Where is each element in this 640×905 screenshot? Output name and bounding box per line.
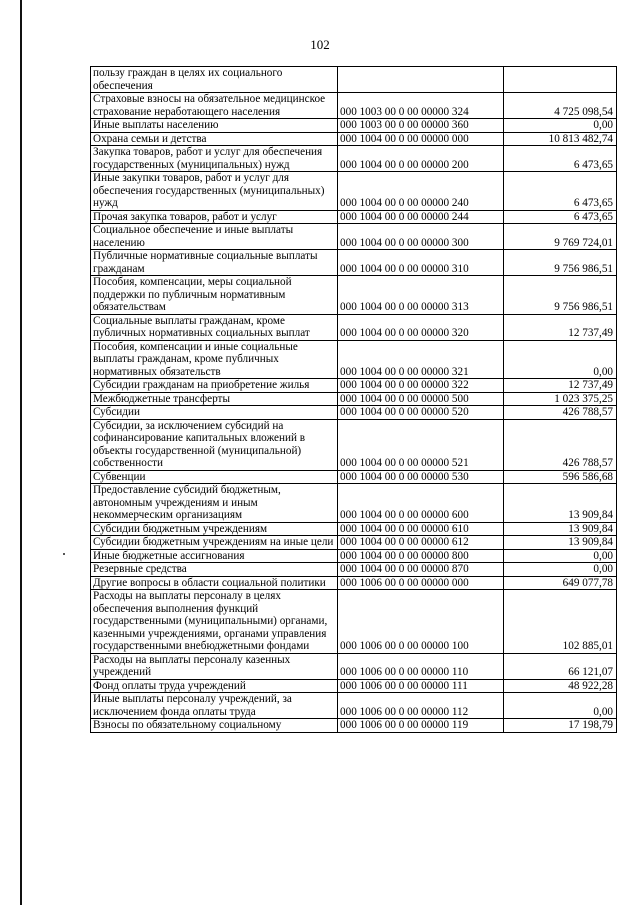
row-name-cell: Социальное обеспечение и иные выплаты населению [91, 224, 338, 250]
row-name-cell: Фонд оплаты труда учреждений [91, 679, 338, 693]
table-row [91, 679, 617, 693]
row-code-cell: 000 1004 00 0 00 00000 240 [338, 172, 504, 211]
row-code-cell: 000 1004 00 0 00 00000 310 [338, 250, 504, 276]
row-code-cell: 000 1004 00 0 00 00000 322 [338, 379, 504, 393]
row-code-cell: 000 1004 00 0 00 00000 610 [338, 522, 504, 536]
row-name-cell: Пособия, компенсации и иные социальные выплаты гражданам, кроме публичных нормативных обязательств [91, 340, 338, 379]
table-row [91, 522, 617, 536]
row-amount-cell: 12 737,49 [504, 314, 617, 340]
row-code-cell: 000 1006 00 0 00 00000 119 [338, 719, 504, 733]
table-row [91, 484, 617, 523]
row-amount-cell: 9 756 986,51 [504, 276, 617, 315]
row-code-cell: 000 1004 00 0 00 00000 244 [338, 210, 504, 224]
row-name-cell: Иные выплаты населению [91, 119, 338, 133]
row-code-cell [338, 67, 504, 93]
table-row [91, 314, 617, 340]
row-name-cell: Иные выплаты персоналу учреждений, за исключением фонда оплаты труда [91, 693, 338, 719]
row-amount-cell: 17 198,79 [504, 719, 617, 733]
row-amount-cell: 102 885,01 [504, 590, 617, 654]
row-amount-cell: 1 023 375,25 [504, 392, 617, 406]
row-name-cell: Субвенции [91, 470, 338, 484]
table-row [91, 590, 617, 654]
table-row [91, 536, 617, 550]
table-row [91, 549, 617, 563]
table-row [91, 719, 617, 733]
row-name-cell: Взносы по обязательному социальному [91, 719, 338, 733]
row-code-cell: 000 1006 00 0 00 00000 111 [338, 679, 504, 693]
row-code-cell: 000 1004 00 0 00 00000 520 [338, 406, 504, 420]
row-amount-cell: 9 769 724,01 [504, 224, 617, 250]
row-code-cell: 000 1004 00 0 00 00000 000 [338, 132, 504, 146]
row-code-cell: 000 1004 00 0 00 00000 870 [338, 563, 504, 577]
row-code-cell: 000 1004 00 0 00 00000 800 [338, 549, 504, 563]
table-row [91, 576, 617, 590]
table-row [91, 693, 617, 719]
table-row [91, 67, 617, 93]
table-row [91, 119, 617, 133]
row-code-cell: 000 1004 00 0 00 00000 521 [338, 419, 504, 470]
row-name-cell: Социальные выплаты гражданам, кроме публичных нормативных социальных выплат [91, 314, 338, 340]
row-name-cell: Субсидии гражданам на приобретение жилья [91, 379, 338, 393]
row-name-cell: Расходы на выплаты персоналу казенных учреждений [91, 653, 338, 679]
table-row [91, 250, 617, 276]
table-row [91, 93, 617, 119]
row-name-cell: Субсидии бюджетным учреждениям [91, 522, 338, 536]
page-number: 102 [310, 37, 330, 52]
row-name-cell: Предоставление субсидий бюджетным, автономным учреждениям и иным некоммерческим организациям [91, 484, 338, 523]
row-amount-cell: 12 737,49 [504, 379, 617, 393]
row-code-cell: 000 1006 00 0 00 00000 100 [338, 590, 504, 654]
row-amount-cell: 0,00 [504, 563, 617, 577]
row-amount-cell: 48 922,28 [504, 679, 617, 693]
row-amount-cell: 6 473,65 [504, 146, 617, 172]
row-amount-cell: 6 473,65 [504, 172, 617, 211]
row-amount-cell: 0,00 [504, 693, 617, 719]
row-name-cell: Пособия, компенсации, меры социальной поддержки по публичным нормативным обязательствам [91, 276, 338, 315]
table-row [91, 653, 617, 679]
row-name-cell: Резервные средства [91, 563, 338, 577]
row-name-cell: Другие вопросы в области социальной политики [91, 576, 338, 590]
row-code-cell: 000 1004 00 0 00 00000 612 [338, 536, 504, 550]
table-row [91, 146, 617, 172]
row-code-cell: 000 1003 00 0 00 00000 360 [338, 119, 504, 133]
table-row [91, 406, 617, 420]
table-row [91, 210, 617, 224]
row-name-cell: Публичные нормативные социальные выплаты гражданам [91, 250, 338, 276]
row-name-cell: Иные закупки товаров, работ и услуг для обеспечения государственных (муниципальных) нужд [91, 172, 338, 211]
row-code-cell: 000 1006 00 0 00 00000 112 [338, 693, 504, 719]
row-name-cell: Иные бюджетные ассигнования [91, 549, 338, 563]
row-code-cell: 000 1004 00 0 00 00000 200 [338, 146, 504, 172]
row-amount-cell: 13 909,84 [504, 536, 617, 550]
row-code-cell: 000 1004 00 0 00 00000 300 [338, 224, 504, 250]
row-amount-cell: 4 725 098,54 [504, 93, 617, 119]
row-amount-cell: 9 756 986,51 [504, 250, 617, 276]
table-row [91, 340, 617, 379]
row-amount-cell: 10 813 482,74 [504, 132, 617, 146]
row-name-cell: Межбюджетные трансферты [91, 392, 338, 406]
row-code-cell: 000 1004 00 0 00 00000 320 [338, 314, 504, 340]
table-row [91, 172, 617, 211]
row-amount-cell: 426 788,57 [504, 406, 617, 420]
row-amount-cell: 649 077,78 [504, 576, 617, 590]
row-code-cell: 000 1006 00 0 00 00000 110 [338, 653, 504, 679]
scan-speck [63, 553, 65, 555]
row-amount-cell: 0,00 [504, 340, 617, 379]
row-name-cell: Субсидии [91, 406, 338, 420]
row-code-cell: 000 1004 00 0 00 00000 500 [338, 392, 504, 406]
row-name-cell: Субсидии, за исключением субсидий на софинансирование капитальных вложений в объекты государственной (муниципальной) собственности [91, 419, 338, 470]
row-code-cell: 000 1004 00 0 00 00000 600 [338, 484, 504, 523]
row-name-cell: пользу граждан в целях их социального обеспечения [91, 67, 338, 93]
table-row [91, 419, 617, 470]
table-row [91, 132, 617, 146]
row-amount-cell: 66 121,07 [504, 653, 617, 679]
row-amount-cell: 13 909,84 [504, 522, 617, 536]
row-name-cell: Субсидии бюджетным учреждениям на иные цели [91, 536, 338, 550]
row-code-cell: 000 1006 00 0 00 00000 000 [338, 576, 504, 590]
scan-left-edge-line [20, 0, 22, 905]
table-row [91, 379, 617, 393]
row-name-cell: Расходы на выплаты персоналу в целях обеспечения выполнения функций государственными (муниципальными) органами, казенными учреждениями, органами управления государственными внебюджетными фондами [91, 590, 338, 654]
budget-expenditure-table [90, 66, 617, 733]
row-name-cell: Закупка товаров, работ и услуг для обеспечения государственных (муниципальных) нужд [91, 146, 338, 172]
row-amount-cell: 0,00 [504, 119, 617, 133]
row-name-cell: Страховые взносы на обязательное медицинское страхование неработающего населения [91, 93, 338, 119]
table-row [91, 563, 617, 577]
row-code-cell: 000 1004 00 0 00 00000 313 [338, 276, 504, 315]
table-row [91, 470, 617, 484]
row-amount-cell: 13 909,84 [504, 484, 617, 523]
table-row [91, 392, 617, 406]
row-amount-cell: 426 788,57 [504, 419, 617, 470]
row-code-cell: 000 1004 00 0 00 00000 321 [338, 340, 504, 379]
row-code-cell: 000 1003 00 0 00 00000 324 [338, 93, 504, 119]
budget-table-body [91, 67, 617, 733]
table-row [91, 224, 617, 250]
row-name-cell: Охрана семьи и детства [91, 132, 338, 146]
row-amount-cell: 596 586,68 [504, 470, 617, 484]
row-code-cell: 000 1004 00 0 00 00000 530 [338, 470, 504, 484]
row-amount-cell: 0,00 [504, 549, 617, 563]
row-amount-cell [504, 67, 617, 93]
table-row [91, 276, 617, 315]
row-name-cell: Прочая закупка товаров, работ и услуг [91, 210, 338, 224]
row-amount-cell: 6 473,65 [504, 210, 617, 224]
